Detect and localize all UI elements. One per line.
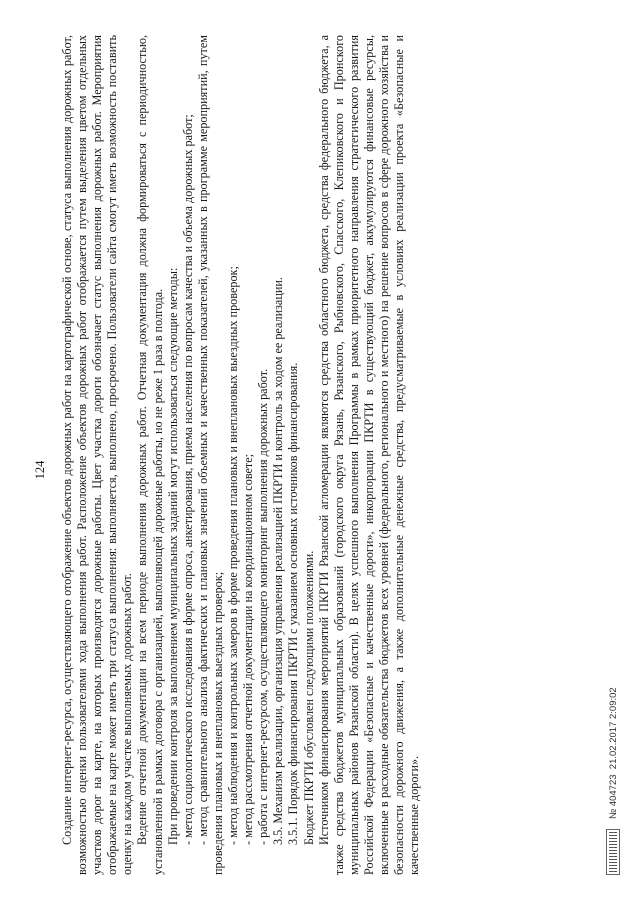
page-number: 124 (33, 460, 47, 480)
footer-timestamp: 21.02.2017 2:09:02 (607, 687, 619, 770)
paragraph: - метод социологического исследования в форме опроса, анкетирования, приема населения по вопросам качества и объема дорожных работ; (180, 114, 195, 845)
paragraph: Бюджет ПКРТИ обусловлен следующими положениями. (301, 550, 316, 845)
paragraph: 3.5.1. Порядок финансирования ПКРТИ с указанием основных источников финансирования. (286, 362, 301, 845)
paragraph: Ведение отчетной документации на всем периоде выполнения дорожных работ. Отчетная документация должна формироваться с периодичностью, установленной в рамках договора с организацией, выполняющей дорожные работы, но не реже 1 раза в полгода. (135, 35, 165, 875)
paragraph: - метод сравнительного анализа фактических и плановых значений объемных и качественных показателей, указанных в программе мероприятий, путем проведения плановых и внеплановых выездных проверок; (195, 35, 225, 875)
paragraph: При проведении контроля за выполнением муниципальных заданий могут использоваться следующие методы: (165, 267, 180, 845)
barcode-stamp-icon (606, 829, 620, 875)
paragraph: - метод наблюдения и контрольных замеров в форме проведения плановых и внеплановых выездных проверок; (226, 266, 241, 845)
paragraph: - метод рассмотрения отчетной документации на координационном совете; (241, 453, 256, 845)
paragraph: - работа с интернет-ресурсом, осуществляющего мониторинг выполнения дорожных работ. (256, 368, 271, 845)
footer-document-number: № 404723 (607, 774, 619, 819)
paragraph: Создание интернет-ресурса, осуществляющего отображение объектов дорожных работ на картографической основе, статуса выполнения дорожных работ, возможностью оценки пользователями хода выполнения работ. Расположение объектов дорожных работ отображается путем выделения цветом отдельных участков дорог на карте, на которых производятся дорожные работы. Цвет участка дороги обозначает статус выполнения дорожных работ. Мероприятия отображаемые на карте может иметь три статуса выполнения: выполняется, выполнено, просрочено. Пользователи сайта смогут иметь возможность поставить оценку на каждом участке выполняемых дорожных работ. (60, 35, 135, 875)
paragraph: 3.5. Механизм реализации, организация управления реализацией ПКРТИ и контроль за ходом ее реализации. (271, 277, 286, 845)
document-footer (606, 687, 620, 875)
paragraph: Источником финансирования мероприятий ПКРТИ Рязанской агломерации являются средства областного бюджета, средства федерального бюджета, а также средства бюджетов муниципальных образований (городского округа Рязань, Рязанского, Рыбновского, Спасского, Клепиковского и Пронского муниципальных районов Рязанской области). В целях успешного выполнения Программы в рамках приоритетного направления стратегического развития Российской Федерации «Безопасные и качественные дороги», инкорпорации ПКРТИ в существующий бюджет, аккумулируются финансовые ресурсы, включенные в расходные обязательства бюджетов всех уровней (федерального, регионального и местного) на решение вопросов в сфере дорожного хозяйства и безопасности дорожного движения, а также дополнительные денежные средства, предусматриваемые в условиях реализации проекта «Безопасные и качественные дороги». (316, 35, 422, 875)
body-text (60, 35, 422, 875)
rotated-text-block (30, 35, 620, 875)
